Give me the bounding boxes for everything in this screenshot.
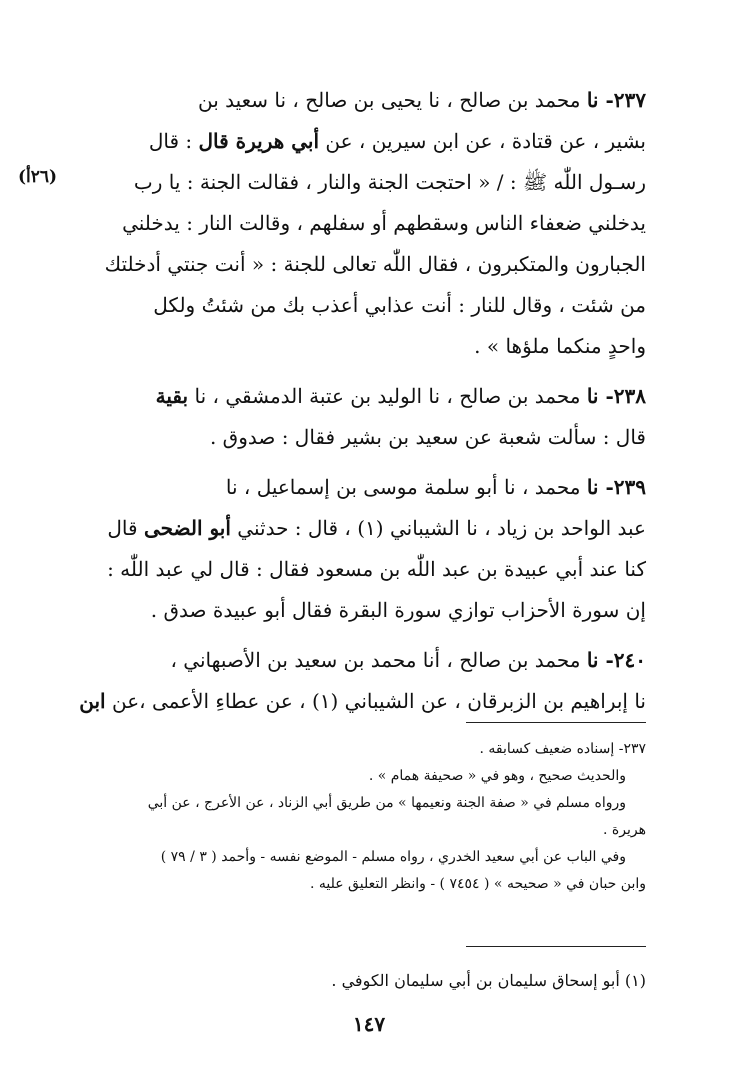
line-text: بشير ، عن قتادة ، عن ابن سيرين ، عن xyxy=(319,129,646,153)
text-line xyxy=(86,508,646,549)
line-text: رسـول اللّٰه ﷺ : / « احتجت الجنة والنار ، فقالت الجنة : يا رب xyxy=(133,170,646,194)
entry-number: ٢٣٧- نا xyxy=(586,88,646,112)
text-line xyxy=(86,244,646,285)
note-line: هريرة . xyxy=(603,822,646,838)
line-text: واحدٍ منكما ملؤها » . xyxy=(474,334,646,358)
footnote-separator xyxy=(466,946,646,947)
text-line xyxy=(86,326,646,367)
line-text: عبد الواحد بن زياد ، نا الشيباني (١) ، قال : حدثني xyxy=(230,516,646,540)
hadith-entry xyxy=(86,467,646,631)
line-text: يدخلني ضعفاء الناس وسقطهم أو سفلهم ، وقالت النار : يدخلني xyxy=(122,211,646,235)
line-tail: : قال xyxy=(148,129,199,153)
text-line xyxy=(86,80,646,121)
line-text: من شئت ، وقال للنار : أنت عذابي أعذب بك من شئتُ ولكل xyxy=(153,293,646,317)
note-line: والحديث صحيح ، وهو في « صحيفة همام » . xyxy=(368,768,626,784)
narrator-name: أبي هريرة قال xyxy=(198,129,320,153)
hadith-entry xyxy=(86,376,646,458)
narrator-name: ابن xyxy=(79,689,106,713)
text-line xyxy=(86,467,646,508)
note-line: وفي الباب عن أبي سعيد الخدري ، رواه مسلم - الموضع نفسه - وأحمد ( ٣ / ٧٩ ) xyxy=(160,849,626,865)
narrator-name: بقية xyxy=(155,384,189,408)
text-line xyxy=(86,549,646,590)
text-line xyxy=(86,376,646,417)
line-text: الجبارون والمتكبرون ، فقال اللّٰه تعالى للجنة : « أنت جنتي أدخلتك xyxy=(104,252,646,276)
commentary-notes xyxy=(86,736,646,898)
entry-number: ٢٣٨- نا xyxy=(586,384,646,408)
line-text: محمد بن صالح ، نا يحيى بن صالح ، نا سعيد بن xyxy=(197,88,587,112)
line-text: محمد بن صالح ، نا الوليد بن عتبة الدمشقي ، نا xyxy=(188,384,587,408)
note-line: ٢٣٧- إسناده ضعيف كسابقه . xyxy=(479,741,646,757)
text-line xyxy=(86,590,646,631)
hadith-entry xyxy=(86,80,646,367)
line-text: كنا عند أبي عبيدة بن عبد اللّٰه بن مسعود فقال : قال لي عبد اللّٰه : xyxy=(107,557,646,581)
note-line: ورواه مسلم في « صفة الجنة ونعيمها » من طريق أبي الزناد ، عن الأعرج ، عن أبي xyxy=(147,795,626,811)
line-tail: قال xyxy=(107,516,144,540)
margin-folio-note: (٢٦أ) xyxy=(18,167,58,187)
line-text: إن سورة الأحزاب توازي سورة البقرة فقال أبو عبيدة صدق . xyxy=(150,598,646,622)
notes-separator xyxy=(466,722,646,723)
line-text: محمد بن صالح ، أنا محمد بن سعيد بن الأصبهاني ، xyxy=(170,648,587,672)
text-line xyxy=(86,162,646,203)
main-text xyxy=(79,80,646,722)
text-line xyxy=(86,121,646,162)
entry-number: ٢٤٠- نا xyxy=(586,648,646,672)
hadith-entry xyxy=(79,640,646,722)
text-line xyxy=(86,417,646,458)
entry-number: ٢٣٩- نا xyxy=(586,475,646,499)
page-number: ١٤٧ xyxy=(352,1012,386,1036)
line-text: نا إبراهيم بن الزبرقان ، عن الشيباني (١) ، عن عطاءِ الأعمى ،عن xyxy=(105,689,646,713)
text-line xyxy=(86,640,646,681)
text-line xyxy=(86,285,646,326)
line-text: قال : سألت شعبة عن سعيد بن بشير فقال : صدوق . xyxy=(209,425,646,449)
line-text: محمد ، نا أبو سلمة موسى بن إسماعيل ، نا xyxy=(225,475,587,499)
narrator-name: أبو الضحى xyxy=(143,516,231,540)
text-line xyxy=(79,681,646,722)
note-line: وابن حبان في « صحيحه » ( ٧٤٥٤ ) - وانظر التعليق عليه . xyxy=(309,876,646,892)
text-line xyxy=(86,203,646,244)
footnote: (١) أبو إسحاق سليمان بن أبي سليمان الكوفي . xyxy=(331,971,646,990)
